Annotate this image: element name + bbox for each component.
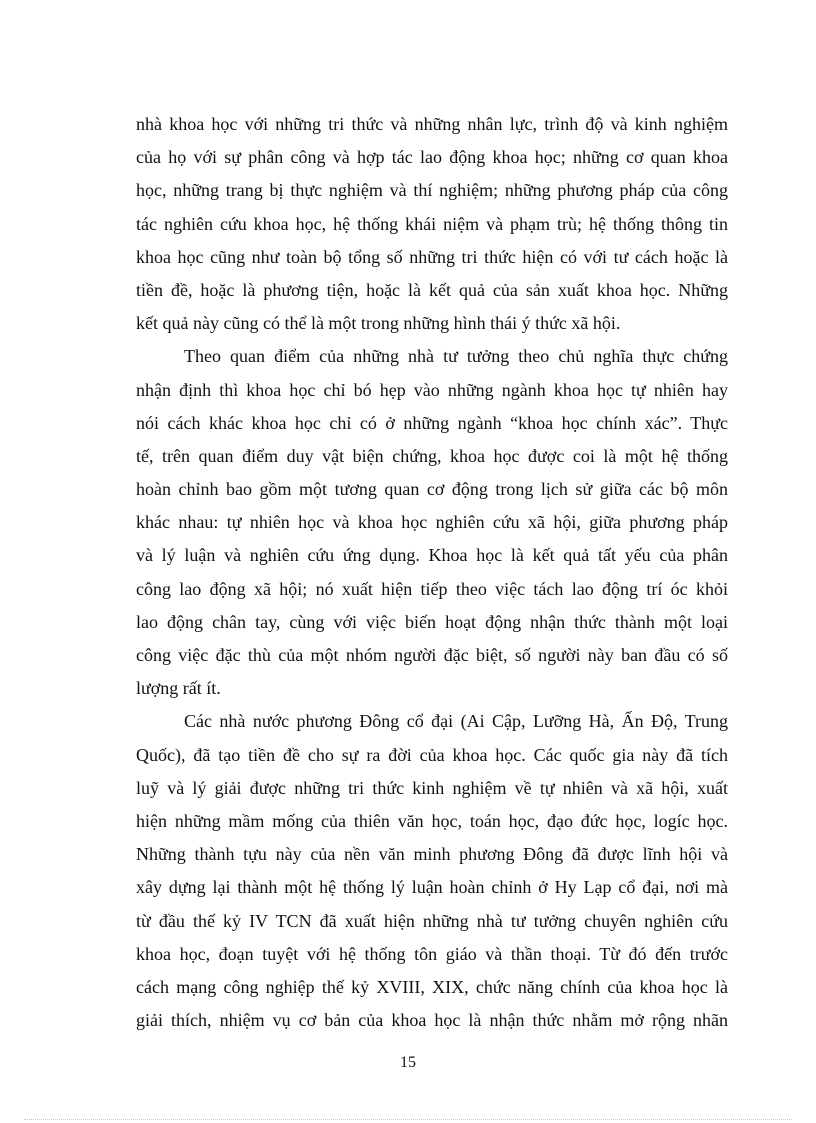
paragraph bbox=[136, 340, 728, 705]
text-line: hiện những mầm mống của thiên văn học, toán học, đạo đức học, logíc học. bbox=[136, 810, 728, 831]
text-line: tiền đề, hoặc là phương tiện, hoặc là kết quả của sản xuất khoa học. Những bbox=[136, 279, 728, 300]
text-line: khác nhau: tự nhiên học và khoa học nghiên cứu xã hội, giữa phương pháp bbox=[136, 512, 728, 533]
text-line: từ đầu thế kỷ IV TCN đã xuất hiện những nhà tư tưởng chuyên nghiên cứu bbox=[136, 910, 728, 931]
text-line: xây dựng lại thành một hệ thống lý luận hoàn chỉnh ở Hy Lạp cổ đại, nơi mà bbox=[136, 877, 728, 898]
text-line: công lao động xã hội; nó xuất hiện tiếp theo việc tách lao động trí óc khỏi bbox=[136, 578, 728, 599]
text-line: hoàn chỉnh bao gồm một tương quan cơ động trong lịch sử giữa các bộ môn bbox=[136, 479, 728, 500]
text-line: nói cách khác khoa học chỉ có ở những ngành “khoa học chính xác”. Thực bbox=[136, 412, 728, 433]
text-line: giải thích, nhiệm vụ cơ bản của khoa học là nhận thức nhằm mở rộng nhãn bbox=[136, 1010, 728, 1031]
text-line: khoa học cũng như toàn bộ tổng số những tri thức hiện có với tư cách hoặc là bbox=[136, 246, 728, 267]
text-line: công việc đặc thù của một nhóm người đặc biệt, số người này ban đầu có số bbox=[136, 645, 728, 665]
text-line: nhà khoa học với những tri thức và những nhân lực, trình độ và kinh nghiệm bbox=[136, 114, 728, 134]
text-line: Những thành tựu này của nền văn minh phương Đông đã được lĩnh hội và bbox=[136, 844, 728, 865]
body-text bbox=[136, 108, 728, 1037]
text-line: Các nhà nước phương Đông cổ đại (Ai Cập, Lưỡng Hà, Ấn Độ, Trung bbox=[184, 711, 728, 732]
text-line: tác nghiên cứu khoa học, hệ thống khái niệm và phạm trù; hệ thống thông tin bbox=[136, 213, 728, 234]
paragraph bbox=[136, 705, 728, 1037]
text-line: của họ với sự phân công và hợp tác lao động khoa học; những cơ quan khoa bbox=[136, 147, 728, 168]
paragraph bbox=[136, 108, 728, 340]
text-line: kết quả này cũng có thể là một trong những hình thái ý thức xã hội. bbox=[136, 313, 621, 334]
text-line: tế, trên quan điểm duy vật biện chứng, khoa học được coi là một hệ thống bbox=[136, 445, 728, 466]
page-number: 15 bbox=[400, 1054, 416, 1071]
text-line: Quốc), đã tạo tiền đề cho sự ra đời của khoa học. Các quốc gia này đã tích bbox=[136, 744, 728, 765]
text-line: lượng rất ít. bbox=[136, 678, 221, 699]
text-line: khoa học, đoạn tuyệt với hệ thống tôn giáo và thần thoại. Từ đó đến trước bbox=[136, 943, 728, 964]
text-line: học, những trang bị thực nghiệm và thí nghiệm; những phương pháp của công bbox=[136, 180, 728, 201]
text-line: luỹ và lý giải được những tri thức kinh nghiệm về tự nhiên và xã hội, xuất bbox=[136, 777, 728, 798]
text-line: Theo quan điểm của những nhà tư tưởng theo chủ nghĩa thực chứng bbox=[184, 346, 728, 367]
page-bottom-divider bbox=[24, 1119, 792, 1120]
text-line: lao động chân tay, cùng với việc biến hoạt động nhận thức thành một loại bbox=[136, 611, 728, 632]
text-line: cách mạng công nghiệp thế kỷ XVIII, XIX, chức năng chính của khoa học là bbox=[136, 976, 728, 997]
text-line: và lý luận và nghiên cứu ứng dụng. Khoa học là kết quả tất yếu của phân bbox=[136, 545, 728, 566]
text-line: nhận định thì khoa học chỉ bó hẹp vào những ngành khoa học tự nhiên hay bbox=[136, 379, 728, 400]
